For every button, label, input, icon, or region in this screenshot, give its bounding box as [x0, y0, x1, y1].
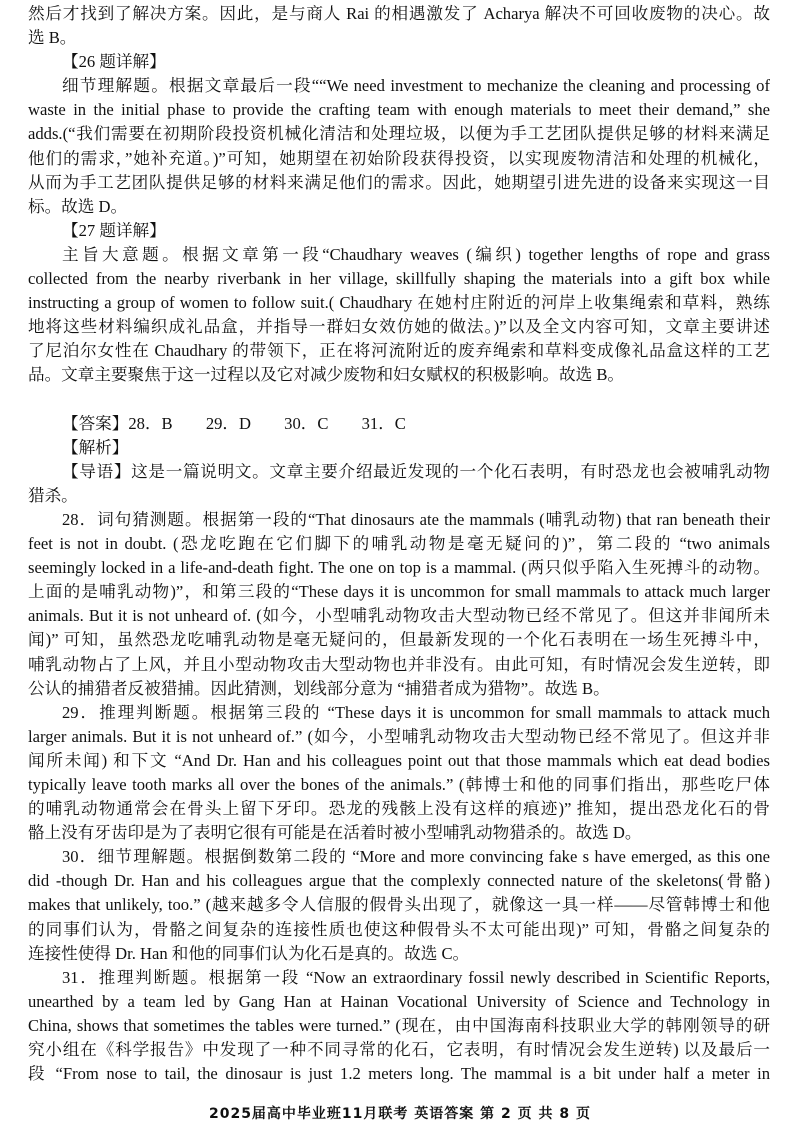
paragraph — [28, 966, 770, 1086]
paragraph — [28, 74, 770, 219]
text-line: 【27 题详解】 — [62, 220, 166, 240]
paragraph — [28, 219, 770, 243]
text-line: adds.(“我们需要在初期阶段投资机械化清洁和处理垃圾，以便为手工艺团队提供足够的材料来满足 — [28, 124, 770, 144]
text-line: 公认的捕猎者反被猎捕。因此猜测，划线部分意为 “捕猎者成为猎物”。故选 B。 — [28, 678, 610, 698]
text-line: China, shows that sometimes the tables were turned.” (现在，由中国海南科技职业大学的韩刚领导的研 — [28, 1015, 770, 1035]
text-line: larger animals. But it is not unheard of.” (如今，小型哺乳动物攻击大型动物已经不常见了。但这并非 — [28, 726, 770, 746]
text-line: 闻所未闻) 和下文 “And Dr. Han and his colleagues point out that those mammals which eat dead bodies — [28, 750, 770, 770]
text-line: makes that unlikely, too.” (越来越多令人信服的假骨头出现了，就像这一具一样——尽管韩博士和他 — [28, 895, 770, 915]
paragraph — [28, 436, 770, 460]
text-line: 连接性使得 Dr. Han 和他的同事们认为化石是真的。故选 C。 — [28, 943, 470, 963]
text-line: 的同事们认为，骨骼之间复杂的连接性质也使这种假骨头不太可能出现)” 可知，骨骼之间复杂的 — [28, 919, 770, 939]
text-line: 猎杀。 — [28, 485, 78, 505]
text-line: 上面的是哺乳动物)”，和第三段的“These days it is uncommon for small mammals to attack much larger — [28, 582, 770, 602]
text-line: 骼上没有牙齿印是为了表明它很有可能是在活着时被小型哺乳动物猎杀的。故选 D。 — [28, 823, 642, 843]
text-line: 29．推理判断题。根据第三段的 “These days it is uncommon for small mammals to attack much — [62, 702, 770, 722]
paragraph — [28, 50, 770, 74]
text-line: 了尼泊尔女性在 Chaudhary 的带领下，正在将河流附近的废弃绳索和草料变成像礼品盒这样的工艺 — [28, 341, 770, 361]
paragraph — [28, 412, 770, 436]
text-line: instructing a group of women to follow suit.( Chaudhary 在她村庄附近的河岸上收集绳索和草料，熟练 — [28, 293, 770, 313]
text-line: 哺乳动物占了上风，并且小型动物攻击大型动物也并非没有。由此可知，有时情况会发生逆转，即 — [28, 654, 770, 674]
text-line: 从而为手工艺团队提供足够的材料来满足他们的需求。因此，她期望引进先进的设备来实现这一目 — [28, 172, 770, 192]
paragraph — [28, 243, 770, 388]
text-line: 细节理解题。根据文章最后一段““We need investment to mechanize the cleaning and processing of — [62, 76, 770, 96]
text-line: 他们的需求，”她补充道。)”可知，她期望在初始阶段获得投资，以实现废物清洁和处理的机械化， — [28, 148, 770, 168]
page-footer: 2025届高中毕业班11月联考 英语答案 第 2 页 共 8 页 — [208, 1106, 592, 1122]
document-body — [28, 2, 770, 1086]
text-line: 究小组在《科学报告》中发现了一种不同寻常的化石，它表明，有时情况会发生逆转) 以及最后一 — [28, 1040, 770, 1060]
text-line: collected from the nearby riverbank in her village, skillfully shaping the materials into a gift box while — [28, 269, 770, 289]
text-line: 闻)” 可知，虽然恐龙吃哺乳动物是毫无疑问的，但最新发现的一个化石表明在一场生死搏斗中， — [28, 630, 770, 650]
text-line: feet is not in doubt. (恐龙吃跑在它们脚下的哺乳动物是毫无疑问的)”，第二段的 “two animals — [28, 534, 770, 554]
text-line: 的哺乳动物通常会在骨头上留下牙印。恐龙的残骸上没有这样的痕迹)” 推知，提出恐龙化石的骨 — [28, 799, 770, 819]
text-line: 然后才找到了解决方案。因此，是与商人 Rai 的相遇激发了 Acharya 解决不可回收废物的决心。故 — [28, 4, 770, 23]
text-line: 选 B。 — [28, 28, 77, 48]
paragraph-gap — [28, 388, 770, 412]
text-line: did -though Dr. Han and his colleagues argue that the complexly connected nature of the skeletons(骨骼) — [28, 871, 770, 891]
text-line: typically leave tooth marks all over the bones of the animals.” (韩博士和他的同事们指出，那些吃尸体 — [28, 775, 770, 794]
text-line: 28．词句猜测题。根据第一段的“That dinosaurs ate the mammals (哺乳动物) that ran beneath their — [62, 509, 770, 529]
text-line: waste in the initial phase to provide the crafting team with enough materials to meet their demand,” she — [28, 100, 770, 120]
text-line: 段 “From nose to tail, the dinosaur is just 1.2 meters long. The mammal is a bit under half a meter in — [28, 1064, 770, 1084]
paragraph — [28, 2, 770, 50]
text-line: animals. But it is not unheard of. (如今，小型哺乳动物攻击大型动物已经不常见了。但这并非闻所未 — [28, 606, 770, 626]
paragraph — [28, 701, 770, 846]
text-line: 标。故选 D。 — [28, 196, 128, 216]
paragraph — [28, 845, 770, 965]
text-line: 【26 题详解】 — [62, 52, 166, 72]
text-line: 【答案】28．B 29．D 30．C 31．C — [62, 413, 406, 433]
text-line: 主旨大意题。根据文章第一段“Chaudhary weaves (编织) together lengths of rope and grass — [62, 244, 770, 264]
text-line: 【导语】这是一篇说明文。文章主要介绍最近发现的一个化石表明，有时恐龙也会被哺乳动物 — [62, 461, 770, 481]
text-line: 地将这些材料编织成礼品盒，并指导一群妇女效仿她的做法。)”以及全文内容可知，文章主要讲述 — [28, 317, 770, 337]
paragraph — [28, 508, 770, 701]
text-line: 品。文章主要聚焦于这一过程以及它对减少废物和妇女赋权的积极影响。故选 B。 — [28, 365, 624, 385]
text-line: seemingly locked in a life-and-death fight. The one on top is a mammal. (两只似乎陷入生死搏斗的动物。 — [28, 558, 770, 578]
text-line: 30．细节理解题。根据倒数第二段的 “More and more convincing fake s have emerged, as this one — [62, 847, 770, 867]
text-line: 31．推理判断题。根据第一段 “Now an extraordinary fossil newly described in Scientific Reports, — [62, 967, 770, 987]
text-line: 【解析】 — [62, 437, 129, 457]
paragraph — [28, 460, 770, 508]
text-line: unearthed by a team led by Gang Han at Hainan Vocational University of Science and Technology in — [28, 991, 770, 1011]
